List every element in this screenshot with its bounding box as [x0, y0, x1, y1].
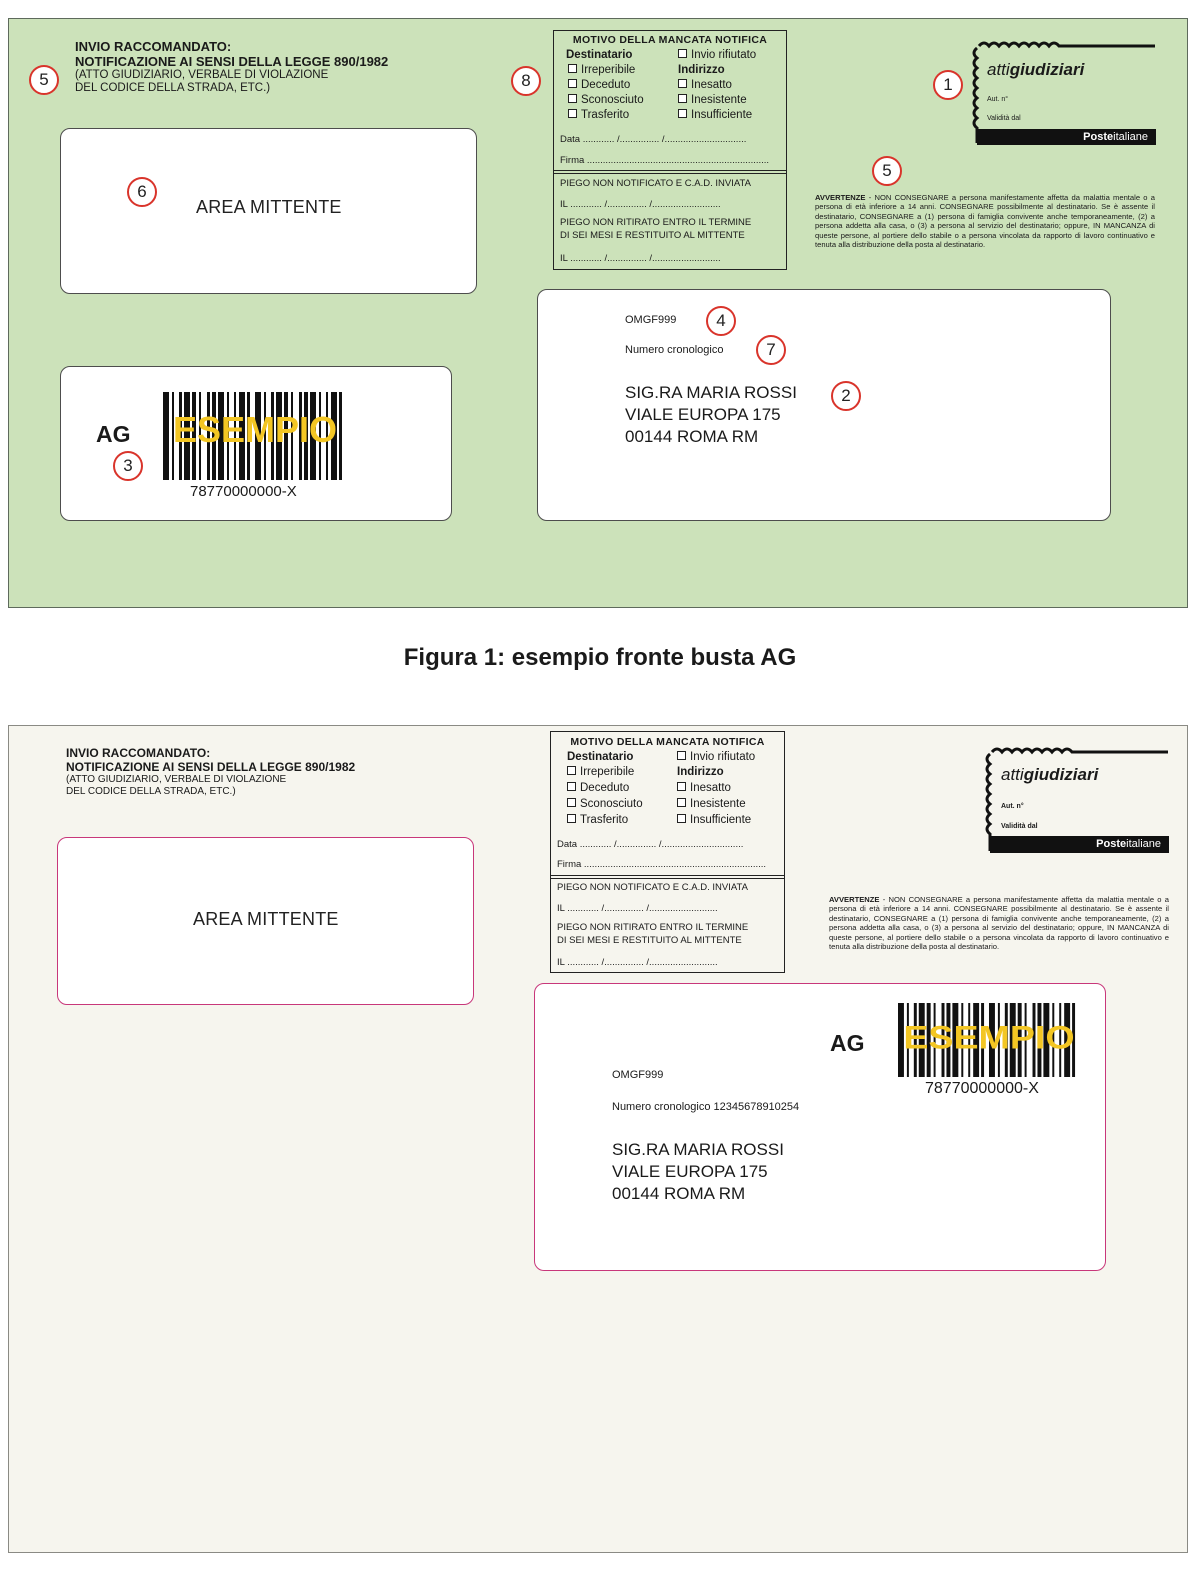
callout-sender: 6 — [127, 177, 157, 207]
option2-trasferito: Trasferito — [567, 814, 628, 826]
stamp2-aut: Aut. n° — [1001, 803, 1024, 810]
destinatario-label: Destinatario — [566, 49, 633, 61]
il2-field-2: IL ............ /............... /.......................... — [557, 957, 718, 968]
recipient2-name: SIG.RA MARIA ROSSI — [612, 1140, 784, 1159]
il2-field-1: IL ............ /............... /.......................... — [557, 903, 718, 914]
atti-giudiziari-stamp — [971, 40, 1156, 146]
header2-line-1: INVIO RACCOMANDATO: — [66, 746, 211, 760]
indirizzo2-label: Indirizzo — [677, 766, 724, 778]
envelope-header-2 — [66, 746, 355, 798]
piego2-non-notificato: PIEGO NON NOTIFICATO E C.A.D. INVIATA — [557, 882, 748, 893]
avvertenze-text: AVVERTENZE - NON CONSEGNARE a persona manifestamente affetta da malattia mentale o a persona di età inferiore a 14 anni. CONSEGNARE possibilmente al destinatario. Se è assente il destinatario, CONSEGNARE a (1) persona di famiglia convivente anche temporaneamente, (2) a persona addetta alla casa, o (3) a persona al servizio del destinatario; oppure, IN MANCANZA di queste persone, al portiere dello stabile o a persona vincolata da rapporto di lavoro continuativo e tenuta alla distribuzione della posta al destinatario. — [815, 193, 1155, 250]
product-code-ag: AG — [96, 421, 131, 447]
option-trasferito: Trasferito — [568, 109, 629, 121]
option-insufficiente: Insufficiente — [678, 109, 752, 121]
avvertenze-text-2: AVVERTENZE - NON CONSEGNARE a persona manifestamente affetta da malattia mentale o a persona di età inferiore a 14 anni. CONSEGNARE possibilmente al destinatario. Se è assente il destinatario, CONSEGNARE a (1) persona di famiglia convivente anche temporaneamente, (2) a persona addetta alla casa, o (3) a persona al servizio del destinatario; oppure, IN MANCANZA di queste persone, al portiere dello stabile o a persona vincolata da rapporto di lavoro continuativo e tenuta alla distribuzione della posta al destinatario. — [829, 895, 1169, 952]
data-field: Data ............ /............... /............................... — [560, 134, 747, 145]
esempio-overlay: ESEMPIO — [172, 409, 338, 450]
poste-italiane-bar-2: Posteitaliane — [990, 836, 1169, 853]
callout-avvertenze: 5 — [872, 156, 902, 186]
callout-recipient: 2 — [831, 381, 861, 411]
header-line-4: DEL CODICE DELLA STRADA, ETC.) — [75, 82, 271, 94]
piego2-non-ritirato-2: DI SEI MESI E RESTITUITO AL MITTENTE — [557, 935, 742, 946]
stamp-validita: Validità dal — [987, 115, 1021, 122]
stamp2-validita: Validità dal — [1001, 823, 1038, 830]
option-irreperibile: Irreperibile — [568, 64, 635, 76]
product-code-ag-2: AG — [830, 1030, 865, 1056]
motivo-title: MOTIVO DELLA MANCATA NOTIFICA — [572, 34, 768, 46]
header2-line-3: (ATTO GIUDIZIARIO, VERBALE DI VIOLAZIONE — [66, 774, 287, 785]
numero-cronologico-label: Numero cronologico — [625, 344, 724, 356]
header-line-2: NOTIFICAZIONE AI SENSI DELLA LEGGE 890/1982 — [75, 54, 389, 69]
callout-numero: 7 — [756, 335, 786, 365]
recipient-window — [537, 289, 1111, 521]
barcode-number: 78770000000-X — [190, 483, 297, 500]
header-line-3: (ATTO GIUDIZIARIO, VERBALE DI VIOLAZIONE — [75, 69, 329, 81]
barcode-graphic — [163, 392, 347, 480]
callout-barcode: 3 — [113, 451, 143, 481]
option2-invio-rifiutato: Invio rifiutato — [677, 751, 755, 763]
firma2-field: Firma ..................................................................... — [557, 859, 767, 870]
option2-inesatto: Inesatto — [677, 782, 731, 794]
option2-deceduto: Deceduto — [567, 782, 629, 794]
recipient-address — [625, 382, 797, 448]
option-inesatto: Inesatto — [678, 79, 732, 91]
motivo-box-2 — [550, 731, 785, 973]
option-sconosciuto: Sconosciuto — [568, 94, 644, 106]
barcode-bar — [163, 392, 169, 480]
recipient-code: OMGF999 — [625, 314, 677, 326]
recipient-name: SIG.RA MARIA ROSSI — [625, 383, 797, 402]
header2-line-2: NOTIFICAZIONE AI SENSI DELLA LEGGE 890/1982 — [66, 760, 356, 774]
sender-area-label-2: AREA MITTENTE — [193, 909, 339, 929]
callout-header: 5 — [29, 65, 59, 95]
destinatario2-label: Destinatario — [567, 751, 634, 763]
option2-inesistente: Inesistente — [677, 798, 746, 810]
option2-sconosciuto: Sconosciuto — [567, 798, 643, 810]
recipient-city: 00144 ROMA RM — [625, 427, 759, 446]
data2-field: Data ............ /............... /............................... — [557, 839, 744, 850]
header-line-1: INVIO RACCOMANDATO: — [75, 39, 232, 54]
option-invio-rifiutato: Invio rifiutato — [678, 49, 756, 61]
piego-non-ritirato-2: DI SEI MESI E RESTITUITO AL MITTENTE — [560, 230, 745, 241]
callout-stamp: 1 — [933, 70, 963, 100]
piego-non-ritirato-1: PIEGO NON RITIRATO ENTRO IL TERMINE — [560, 217, 752, 228]
indirizzo-label: Indirizzo — [678, 64, 725, 76]
numero-cronologico-2: Numero cronologico 12345678910254 — [612, 1101, 800, 1113]
sender-area-label: AREA MITTENTE — [196, 197, 342, 217]
recipient-code-2: OMGF999 — [612, 1069, 664, 1081]
atti-giudiziari-stamp-2 — [984, 746, 1169, 854]
barcode-number-2: 78770000000-X — [925, 1080, 1039, 1097]
stamp-logo: attigiudiziari — [987, 60, 1085, 79]
esempio-overlay-2: ESEMPIO — [903, 1020, 1075, 1056]
option-deceduto: Deceduto — [568, 79, 630, 91]
il-field-1: IL ............ /............... /.......................... — [560, 199, 721, 210]
barcode-graphic-2 — [898, 1003, 1080, 1077]
firma-field: Firma ..................................................................... — [560, 155, 770, 166]
header2-line-4: DEL CODICE DELLA STRADA, ETC.) — [66, 786, 236, 797]
recipient-street: VIALE EUROPA 175 — [625, 405, 781, 424]
poste-italiane-bar: Posteitaliane — [977, 129, 1156, 145]
figure-caption: Figura 1: esempio fronte busta AG — [403, 644, 797, 671]
recipient-address-2 — [612, 1139, 784, 1205]
stamp-aut: Aut. n° — [987, 96, 1009, 103]
motivo-box — [553, 30, 787, 270]
envelope-header — [75, 39, 388, 95]
callout-code: 4 — [706, 306, 736, 336]
recipient2-street: VIALE EUROPA 175 — [612, 1162, 768, 1181]
option2-insufficiente: Insufficiente — [677, 814, 751, 826]
barcode-bar — [339, 392, 342, 480]
callout-motivo: 8 — [511, 66, 541, 96]
il-field-2: IL ............ /............... /.......................... — [560, 253, 721, 264]
recipient2-city: 00144 ROMA RM — [612, 1184, 746, 1203]
stamp2-logo: attigiudiziari — [1001, 765, 1099, 784]
option-inesistente: Inesistente — [678, 94, 747, 106]
piego2-non-ritirato-1: PIEGO NON RITIRATO ENTRO IL TERMINE — [557, 922, 749, 933]
motivo2-title: MOTIVO DELLA MANCATA NOTIFICA — [570, 736, 765, 748]
option2-irreperibile: Irreperibile — [567, 766, 634, 778]
piego-non-notificato: PIEGO NON NOTIFICATO E C.A.D. INVIATA — [560, 178, 751, 189]
